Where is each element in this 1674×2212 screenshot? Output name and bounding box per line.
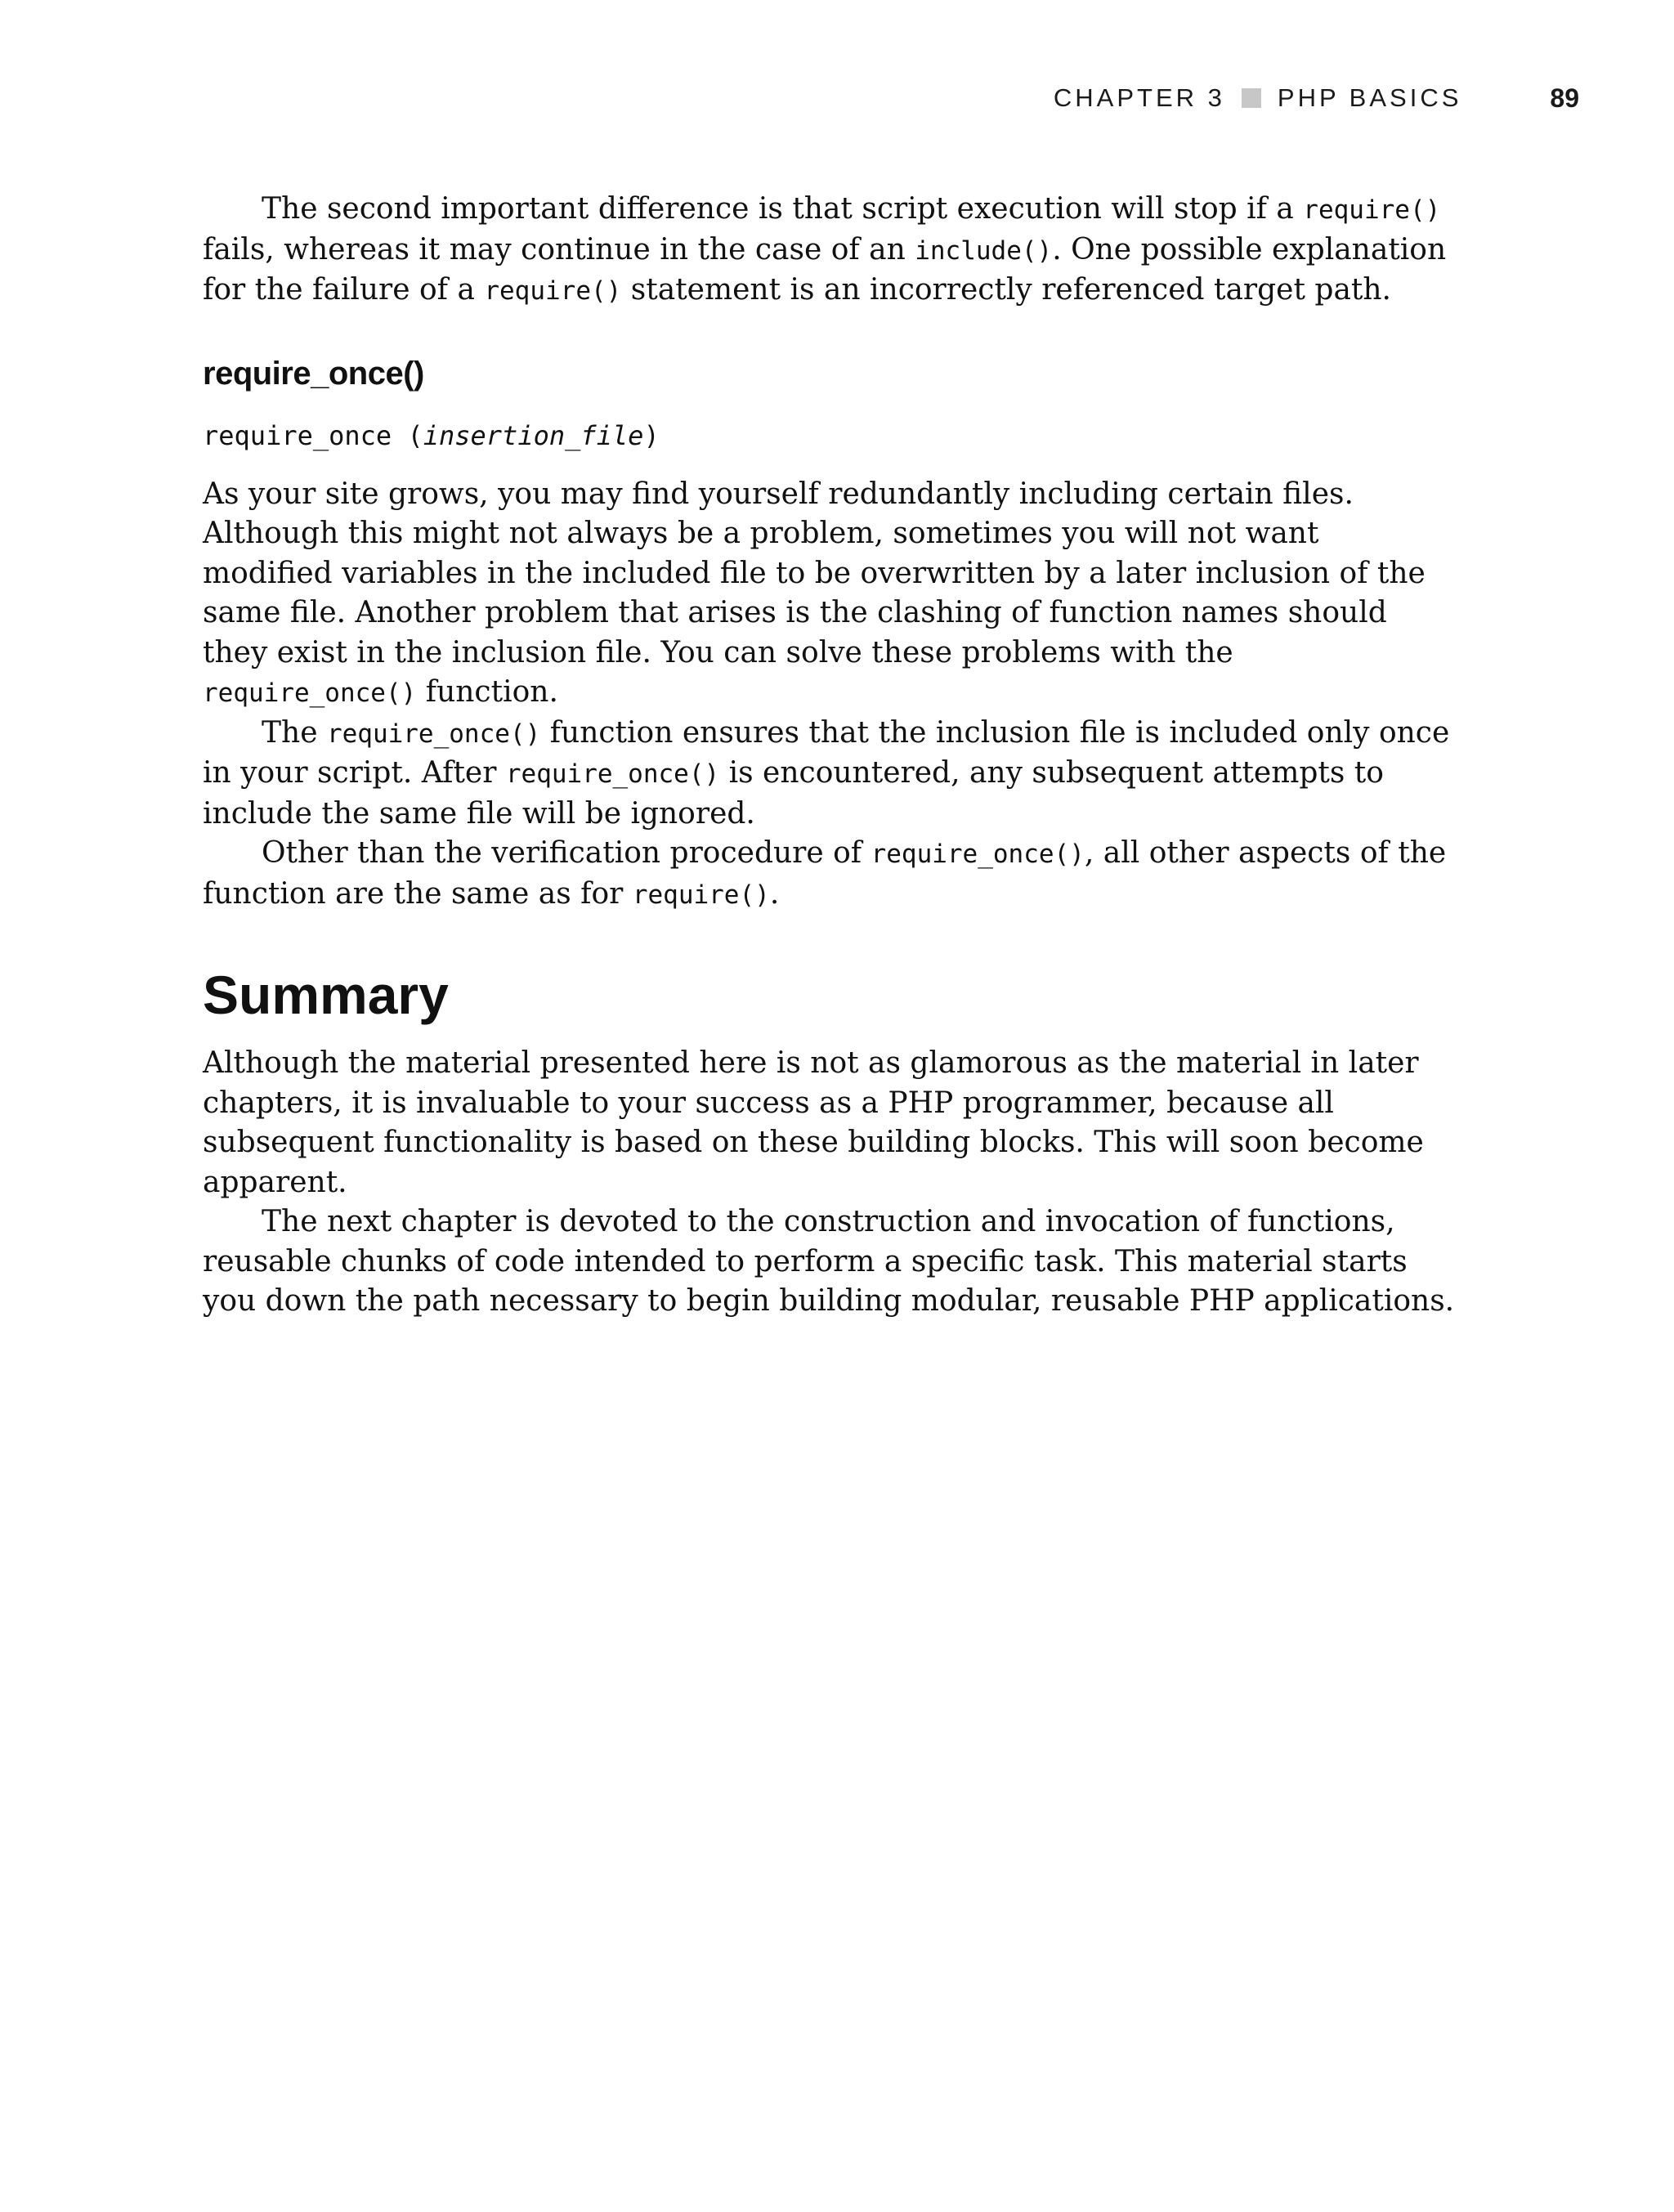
inline-code: require_once()	[505, 759, 720, 789]
paragraph-summary-1: Although the material presented here is not as glamorous as the material in later chapters, it is invaluable to your success as a PHP programmer, because all subsequent functionality is based on these building blocks. This will soon become apparent.	[203, 1046, 1424, 1199]
text-run: The second important difference is that script execution will stop if a	[262, 192, 1304, 226]
text-run: is encountered, any subsequent attempts to include the same file will be ignored.	[203, 756, 1384, 831]
inline-code: include()	[915, 235, 1053, 266]
signature-function-name: require_once (	[203, 419, 423, 451]
running-header	[1054, 82, 1579, 114]
page-number: 89	[1550, 83, 1579, 113]
text-run: .	[769, 876, 780, 911]
paragraph-summary-2: The next chapter is devoted to the construction and invocation of functions, reusable chunks of code intended to perform a specific task. This material starts you down the path necessary to begin building modular, reusable PHP applications.	[203, 1205, 1455, 1318]
section-heading-summary: Summary	[203, 965, 449, 1025]
page-body	[203, 190, 1455, 1322]
paragraph-redundant-includes	[203, 475, 1455, 714]
text-run: The	[262, 715, 327, 750]
subheading-require-once: require_once()	[203, 355, 424, 392]
inline-code: require()	[632, 880, 770, 910]
text-run: Other than the verification procedure of	[262, 836, 871, 870]
text-run: statement is an incorrectly referenced target path.	[621, 273, 1392, 307]
text-run: function.	[416, 675, 558, 709]
text-run: . One possible explanation for the failure of a	[203, 232, 1447, 307]
text-run: fails, whereas it may continue in the case of an	[203, 232, 915, 266]
square-separator-icon	[1242, 88, 1261, 108]
text-run: , all other aspects of the function are the same as for	[203, 836, 1447, 911]
signature-argument: insertion_file	[423, 419, 644, 451]
paragraph-verification	[203, 834, 1455, 915]
inline-code: require_once()	[871, 840, 1085, 869]
chapter-title: PHP BASICS	[1277, 83, 1462, 112]
inline-code: require()	[1303, 195, 1441, 225]
paragraph-require-once-ensures	[203, 714, 1455, 835]
signature-close-paren: )	[643, 419, 660, 451]
inline-code: require_once()	[203, 678, 417, 708]
inline-code: require()	[484, 276, 622, 306]
inline-code: require_once()	[326, 719, 541, 749]
function-signature	[203, 416, 1455, 455]
chapter-label: CHAPTER 3	[1053, 83, 1225, 112]
paragraph-require-failure	[203, 190, 1455, 311]
text-run: function ensures that the inclusion file is included only once in your script. After	[203, 715, 1450, 790]
text-run: As your site grows, you may find yourself redundantly including certain files. Although this might not always be a problem, sometimes you will not want modified variables in the included file to be overwritten by a later inclusion of the same file. Another problem that arises is the clashing of function names should they exist in the inclusion file. You can solve these problems with the	[203, 477, 1426, 669]
